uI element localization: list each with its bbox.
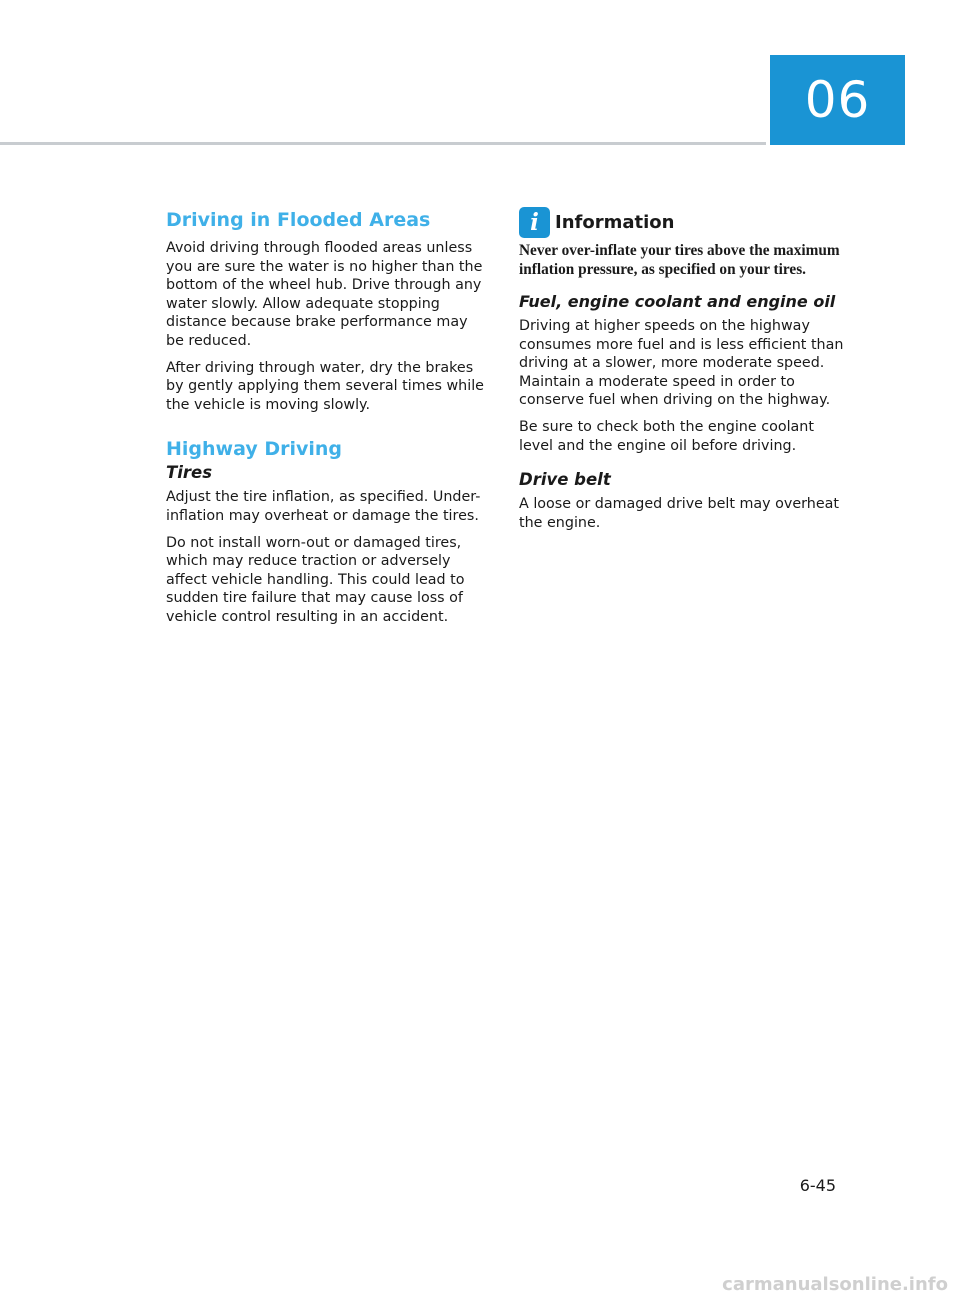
paragraph: Adjust the tire inflation, as specified. Under-inflation may overheat or damage the tires. <box>166 489 481 524</box>
information-header <box>519 207 849 238</box>
section-heading-highway: Highway Driving <box>166 438 343 461</box>
paragraph: A loose or damaged drive belt may overheat the engine. <box>519 496 840 531</box>
info-glyph: i <box>530 209 539 236</box>
paragraph: Driving at higher speeds on the highway consumes more fuel and is less efficient than driving at a slower, more moderate speed. Maintain a moderate speed in order to conserve fuel when driving on the highway. <box>519 318 844 409</box>
subheading-fuel: Fuel, engine coolant and engine oil <box>519 292 836 311</box>
watermark: carmanualsonline.info <box>722 1274 948 1295</box>
information-title: Information <box>555 212 675 233</box>
paragraph: Be sure to check both the engine coolant level and the engine oil before driving. <box>519 418 814 454</box>
right-column <box>519 207 849 540</box>
section-heading-flooded: Driving in Flooded Areas <box>166 209 431 231</box>
paragraph: Avoid driving through flooded areas unless you are sure the water is no higher than the bottom of the wheel hub. Drive through any water slowly. Allow adequate stopping distance because brake performance may be reduced. <box>166 240 483 349</box>
chapter-tab <box>770 55 905 145</box>
paragraph: Do not install worn-out or damaged tires, which may reduce traction or adversely affect vehicle handling. This could lead to sudden tire failure that may cause loss of vehicle control resulting in an accident. <box>166 534 465 625</box>
information-text: Never over-inflate your tires above the maximum inflation pressure, as specified on your tires. <box>519 242 840 278</box>
paragraph: After driving through water, dry the brakes by gently applying them several times while the vehicle is moving slowly. <box>166 359 484 413</box>
page-number: 6-45 <box>799 1176 836 1195</box>
subheading-tires: Tires <box>166 463 213 483</box>
spacer <box>166 422 488 436</box>
subheading-drive-belt: Drive belt <box>519 470 611 490</box>
header-rule <box>0 142 766 145</box>
chapter-number: 06 <box>804 71 871 129</box>
left-column <box>166 207 488 635</box>
info-icon <box>519 207 550 238</box>
